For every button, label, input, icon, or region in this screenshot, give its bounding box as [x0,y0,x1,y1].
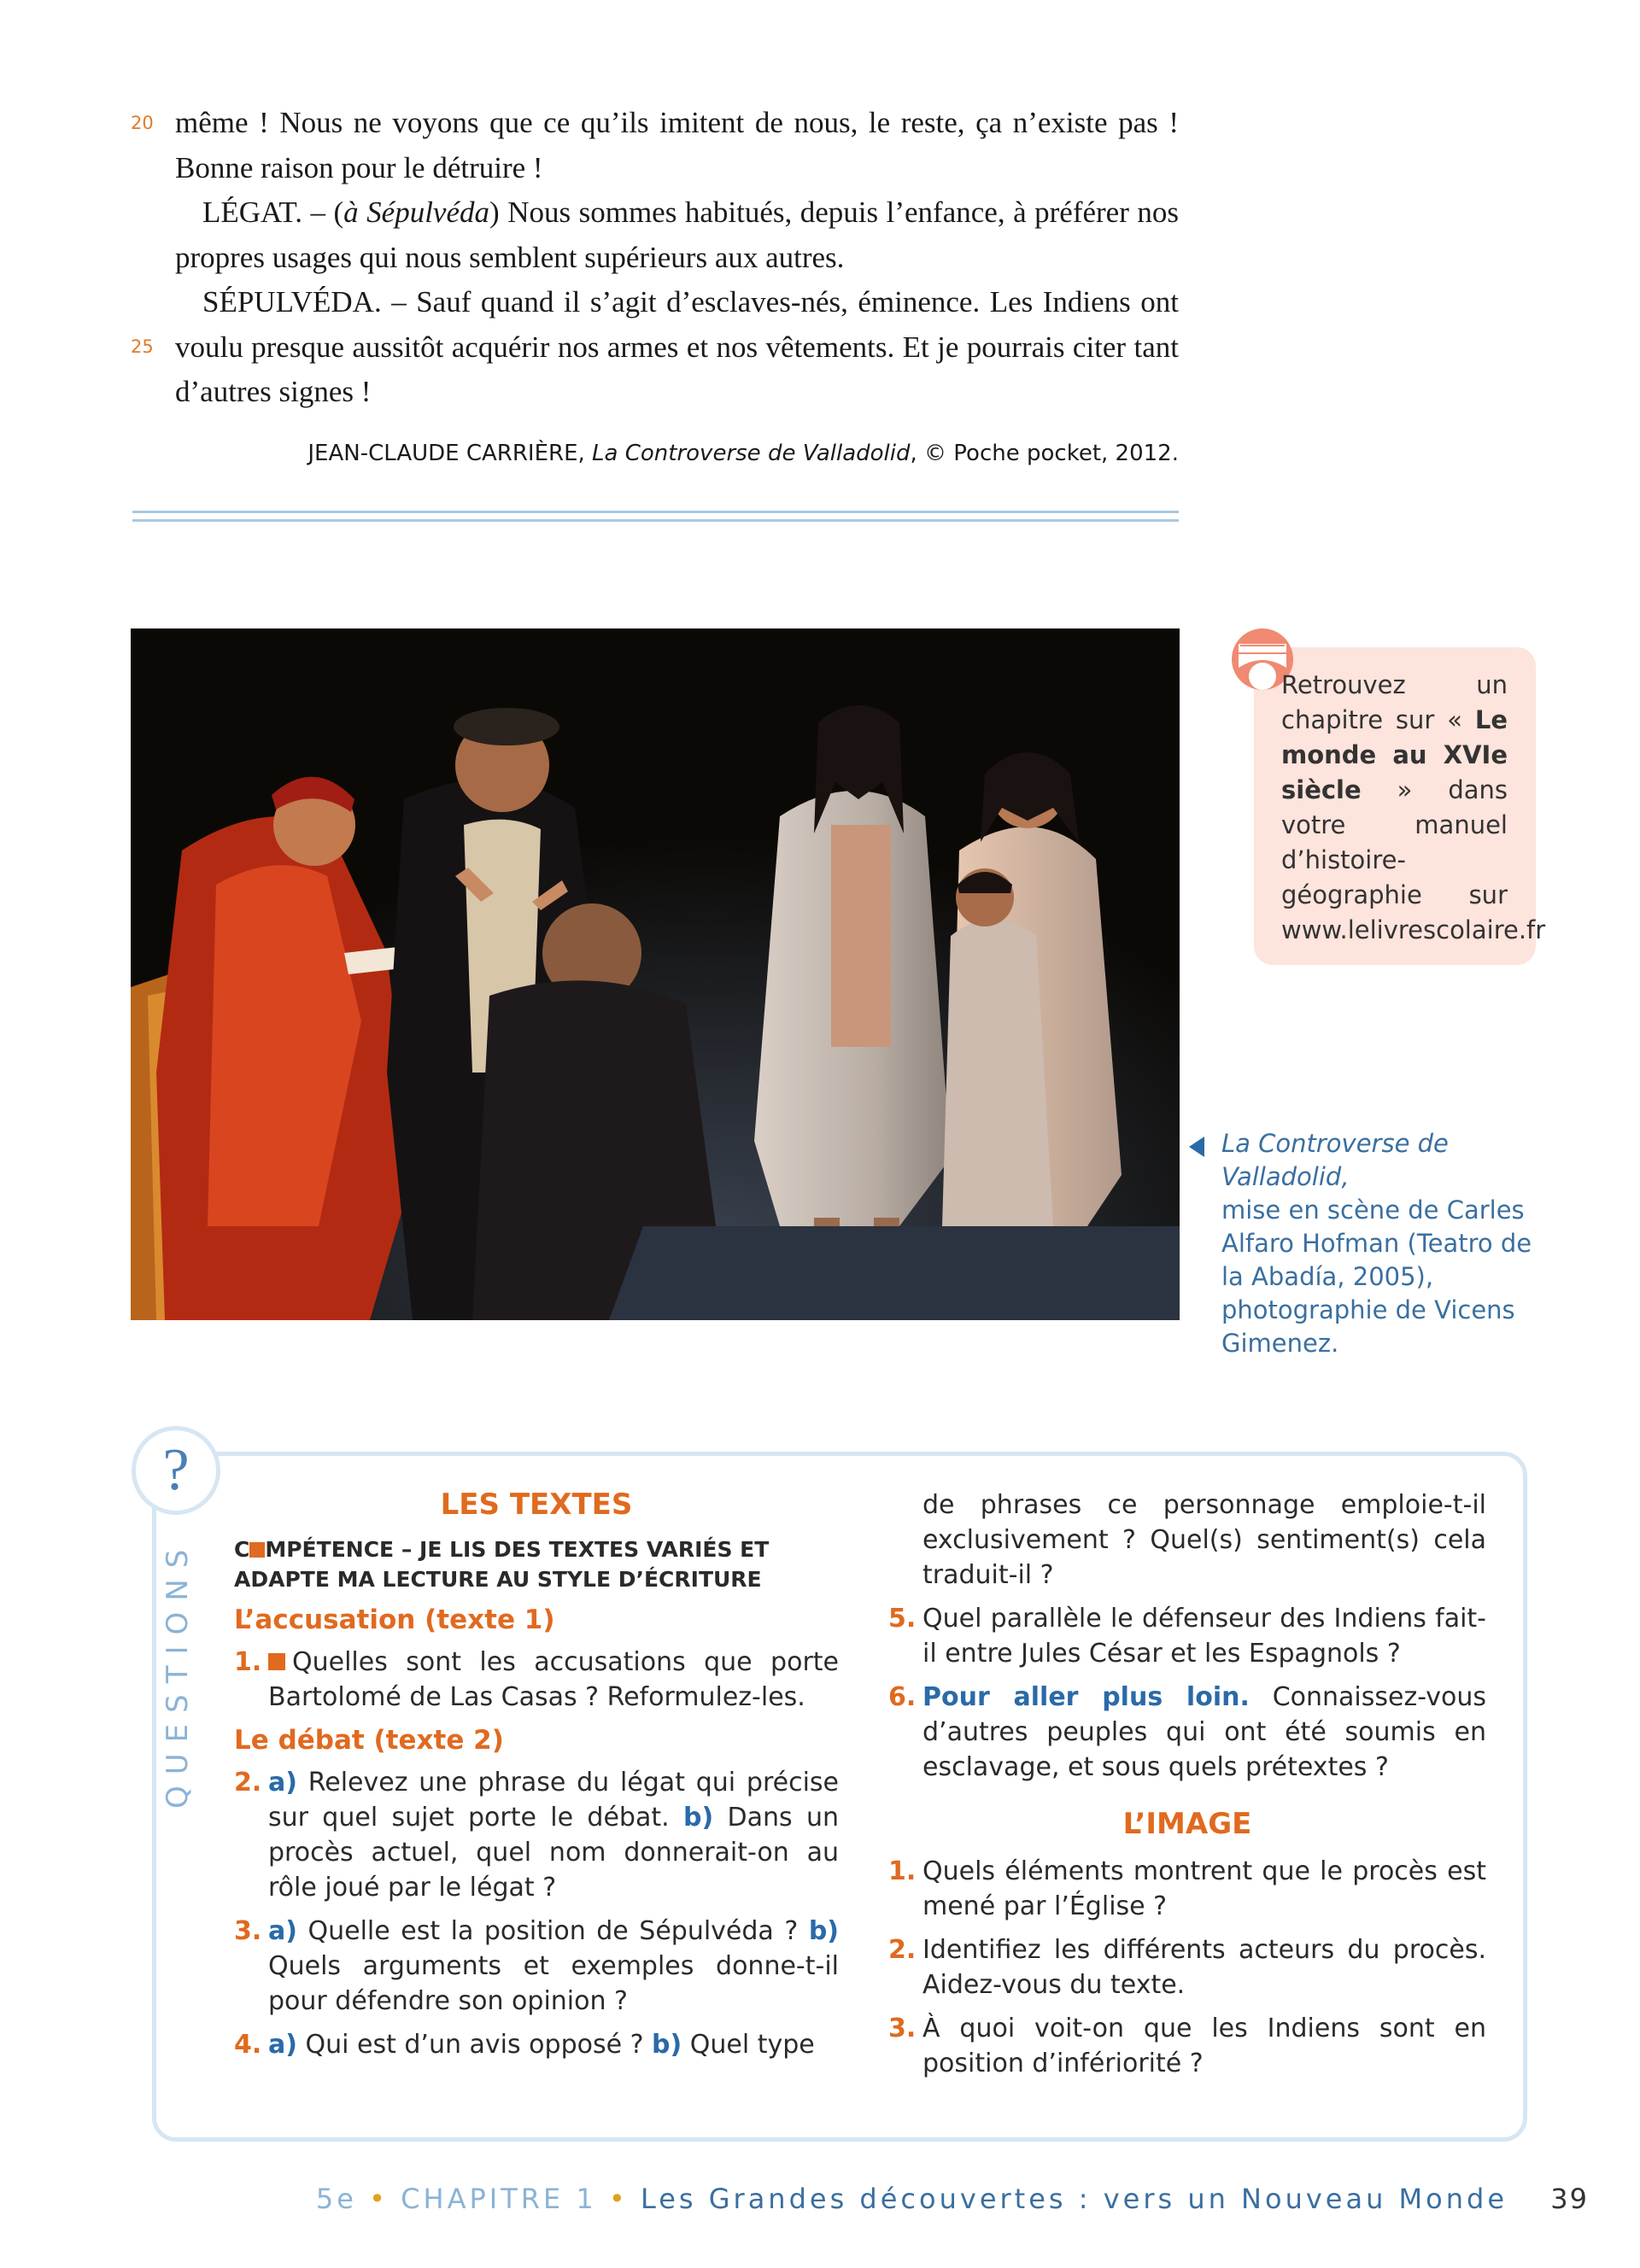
footer-dot: • [608,2183,629,2215]
question-number: 6. [888,1682,917,1712]
speaker-legat: LÉGAT. – ( [202,196,344,229]
line-number-25: 25 [131,336,154,357]
square-icon [249,1542,265,1558]
competence-heading [234,1534,839,1594]
question-mark-icon: ? [132,1426,220,1515]
competence-text: MPÉTENCE – JE LIS DES TEXTES VARIÉS ET ADAPTE MA LECTURE AU STYLE D’ÉCRITURE [234,1537,770,1592]
question-number: 3. [888,2014,917,2043]
square-icon [268,1653,285,1670]
question-text: Identifiez les différents acteurs du procès. Aidez-vous du texte. [922,1935,1486,2000]
question-6 [888,1680,1486,1785]
legat-line: ) Nous sommes habitués, depuis l’enfance, à préférer nos propres usages qui nous semblent supérieurs aux autres. [175,196,1179,274]
footer-grade: 5e [315,2183,357,2215]
questions-column-1 [234,1488,839,2071]
question-number: 2. [234,1768,262,1797]
note-text [1281,668,1546,948]
part-b-label: b) [652,2030,682,2060]
question-number: 2. [888,1935,917,1965]
question-number: 5. [888,1604,917,1634]
part-a-label: a) [268,2030,297,2060]
play-excerpt [175,101,1179,415]
running-title [316,2183,1508,2215]
page-number: 39 [1550,2183,1589,2215]
part-b-text: Quel type [682,2030,815,2060]
part-a-label: a) [268,1768,297,1797]
question-4-continued: de phrases ce personnage emploie-t-il exclusivement ? Quel(s) sentiment(s) cela traduit-il ? [922,1490,1486,1590]
theatre-photo [131,628,1180,1320]
subheading-accusation: L’accusation (texte 1) [234,1605,555,1635]
attribution-author: JEAN-CLAUDE CARRIÈRE, [308,441,593,466]
section-title-image: L’IMAGE [1122,1807,1252,1841]
question-1 [234,1645,839,1715]
caption-credit: mise en scène de Carles Alfaro Hofman (Teatro de la Abadía, 2005), photographie de Vicens Gimenez. [1221,1195,1532,1358]
excerpt-paragraph-1: même ! Nous ne voyons que ce qu’ils imitent de nous, le reste, ça n’existe pas ! Bonne raison pour le détruire ! [175,106,1179,184]
part-b-text: Quels arguments et exemples donne-t-il pour défendre son opinion ? [268,1951,839,2016]
part-b-text: Dans un procès actuel, quel nom donnerait-on au rôle joué par le légat ? [268,1803,839,1903]
part-b-label: b) [808,1916,839,1946]
separator-line-1 [132,511,1179,513]
part-a-text: Relevez une phrase du légat qui précise sur quel sujet porte le débat. [268,1768,839,1833]
questions-column-2 [888,1488,1486,2090]
note-bold: Le monde au XVIe siècle [1281,705,1508,804]
part-a-label: a) [268,1916,297,1946]
subheading-debat: Le débat (texte 2) [234,1725,504,1756]
note-intro: Retrouvez un chapitre sur « [1281,670,1508,734]
question-number: 3. [234,1916,262,1946]
question-4 [234,2027,839,2062]
section-title-textes: LES TEXTES [440,1488,633,1522]
part-a-text: Quelle est la position de Sépulvéda ? [296,1916,809,1946]
question-text: Connaissez-vous d’autres peuples qui ont été soumis en esclavage, et sous quels prétextes ? [922,1682,1487,1782]
question-text: Quels éléments montrent que le procès est mené par l’Église ? [922,1856,1486,1921]
image-question-1 [888,1854,1486,1924]
line-number-20: 20 [131,113,154,133]
footer-title: Les Grandes découvertes : vers un Nouveau Monde [640,2183,1508,2215]
stage-direction: à Sépulvéda [343,196,490,229]
question-number: 4. [234,2030,262,2060]
photo-caption [1221,1127,1546,1360]
question-2 [234,1765,839,1905]
excerpt-paragraph-sepulveda: SÉPULVÉDA. – Sauf quand il s’agit d’esclaves-nés, éminence. Les Indiens ont voulu presque aussitôt acquérir nos armes et nos vêtements. Et je pourrais citer tant d’autres signes ! [175,285,1179,408]
go-further-label: Pour aller plus loin. [922,1682,1250,1712]
question-5 [888,1601,1486,1671]
questions-side-label: QUESTIONS [161,1538,195,1809]
image-question-2 [888,1932,1486,2002]
question-text: À quoi voit-on que les Indiens sont en position d’infériorité ? [922,2014,1486,2078]
attribution-work: La Controverse de Valladolid [592,441,911,466]
competence-c: C [234,1537,250,1562]
note-outro: » dans votre manuel d’histoire-géographie sur www.lelivrescolaire.fr [1281,775,1546,944]
separator-line-2 [132,519,1179,522]
part-a-text: Qui est d’un avis opposé ? [296,2030,653,2060]
question-text: Quel parallèle le défenseur des Indiens fait-il entre Jules César et les Espagnols ? [922,1604,1486,1669]
image-question-3 [888,2011,1486,2081]
question-number: 1. [888,1856,917,1886]
attribution-publisher: , © Poche pocket, 2012. [910,441,1179,466]
caption-arrow-icon [1187,1135,1206,1159]
part-b-label: b) [682,1803,714,1833]
source-attribution [308,441,1179,466]
footer-dot: • [369,2183,389,2215]
excerpt-paragraph-legat [175,190,1179,280]
footer-chapter: CHAPITRE 1 [401,2183,597,2215]
question-3 [234,1914,839,2019]
caption-title: La Controverse de Valladolid, [1221,1129,1449,1191]
question-number: 1. [234,1647,262,1677]
question-text: Quelles sont les accusations que porte Bartolomé de Las Casas ? Reformulez-les. [268,1647,839,1712]
